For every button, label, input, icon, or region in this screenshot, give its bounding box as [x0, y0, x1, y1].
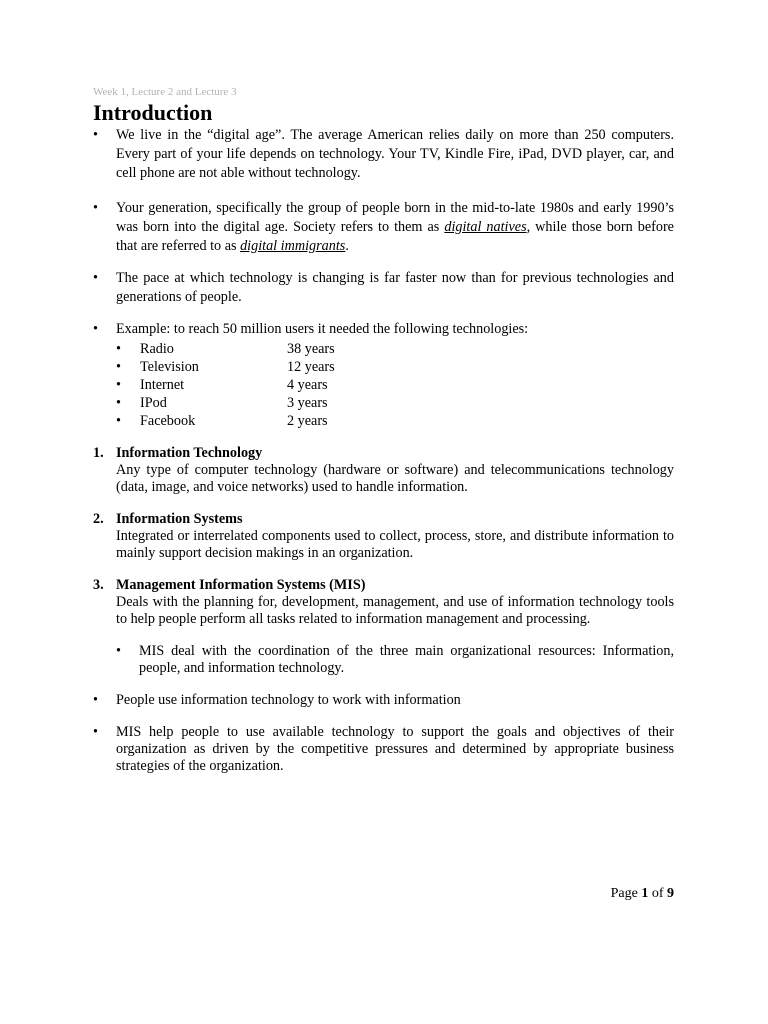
bullet-text: We live in the “digital age”. The average American relies daily on more than 250 computers. Every part of your life depends on technology. Your TV, Kindle Fire, iPad, DVD player, car, and cell phone are not able without technology.: [116, 127, 674, 181]
term-digital-natives: digital natives: [444, 219, 527, 235]
bullet-icon: •: [93, 724, 98, 740]
technology-row: [116, 340, 674, 358]
technology-name: Television: [140, 359, 199, 375]
bullet-people-use-it: [93, 692, 674, 709]
bullet-icon: •: [116, 643, 121, 659]
technology-name: IPod: [140, 395, 167, 411]
section-number: 1.: [93, 445, 104, 461]
technology-years: 4 years: [287, 377, 328, 393]
section-number: 3.: [93, 577, 104, 593]
bullet-icon: •: [93, 692, 98, 708]
bullet-example: [93, 320, 674, 339]
section-information-systems: [93, 511, 674, 562]
bullet-icon: •: [93, 200, 98, 216]
bullet-text-mid: , while those born before that are referred to as: [116, 219, 674, 254]
section-body: Any type of computer technology (hardware or software) and telecommunications technology (data, image, and voice networks) used to handle information.: [116, 462, 674, 495]
bullet-text: The pace at which technology is changing is far faster now than for previous technologies and generations of people.: [116, 270, 674, 305]
bullet-text: MIS deal with the coordination of the three main organizational resources: Information, people, and information technology.: [139, 643, 674, 676]
bullet-pace: [93, 269, 674, 307]
page-number-prefix: Page: [610, 886, 642, 901]
document-body: [93, 126, 674, 775]
bullet-icon: •: [116, 413, 121, 429]
page-number-current: 1: [641, 886, 649, 901]
bullet-icon: •: [116, 341, 121, 357]
bullet-mis-help: [93, 724, 674, 775]
bullet-generation: [93, 199, 674, 256]
technology-years: 38 years: [287, 341, 335, 357]
technology-years: 2 years: [287, 413, 328, 429]
technology-name: Facebook: [140, 413, 196, 429]
bullet-text: MIS help people to use available technology to support the goals and objectives of their organization as driven by the competitive pressures and determined by appropriate business strategies of the organization.: [116, 724, 674, 774]
technology-row: [116, 412, 674, 430]
section-mis: [93, 577, 674, 628]
technology-years: 12 years: [287, 359, 335, 375]
section-body: Integrated or interrelated components used to collect, process, store, and distribute information to mainly support decision makings in an organization.: [116, 528, 674, 561]
bullet-text-post: .: [345, 238, 349, 254]
lecture-header-note: Week 1, Lecture 2 and Lecture 3: [93, 86, 237, 98]
section-body: Deals with the planning for, development, management, and use of information technology tools to help people perform all tasks related to information management and processing.: [116, 594, 674, 627]
bullet-icon: •: [93, 270, 98, 286]
bullet-text-pre: Your generation, specifically the group of people born in the mid-to-late 1980s and early 1990’s was born into the digital age. Society refers to them as: [116, 200, 674, 235]
bullet-icon: •: [93, 321, 98, 337]
bullet-icon: •: [116, 377, 121, 393]
section-heading: Information Systems: [116, 511, 243, 527]
technology-row: [116, 394, 674, 412]
bullet-text: Example: to reach 50 million users it needed the following technologies:: [116, 321, 529, 337]
bullet-digital-age: [93, 126, 674, 183]
bullet-mis-resources: [116, 643, 674, 677]
term-digital-immigrants: digital immigrants: [240, 238, 346, 254]
section-number: 2.: [93, 511, 104, 527]
section-heading: Management Information Systems (MIS): [116, 577, 366, 593]
bullet-icon: •: [116, 395, 121, 411]
technology-row: [116, 358, 674, 376]
section-heading: Information Technology: [116, 445, 263, 461]
technology-list: [116, 340, 674, 430]
bullet-text: People use information technology to work with information: [116, 692, 461, 708]
section-information-technology: [93, 445, 674, 496]
technology-name: Internet: [140, 377, 185, 393]
bullet-icon: •: [116, 359, 121, 375]
page-title: Introduction: [93, 100, 213, 125]
page-number: [611, 886, 674, 902]
technology-row: [116, 376, 674, 394]
technology-years: 3 years: [287, 395, 328, 411]
technology-name: Radio: [140, 341, 174, 357]
page-number-separator: of: [648, 886, 667, 901]
page-number-total: 9: [667, 886, 674, 901]
bullet-icon: •: [93, 127, 98, 143]
